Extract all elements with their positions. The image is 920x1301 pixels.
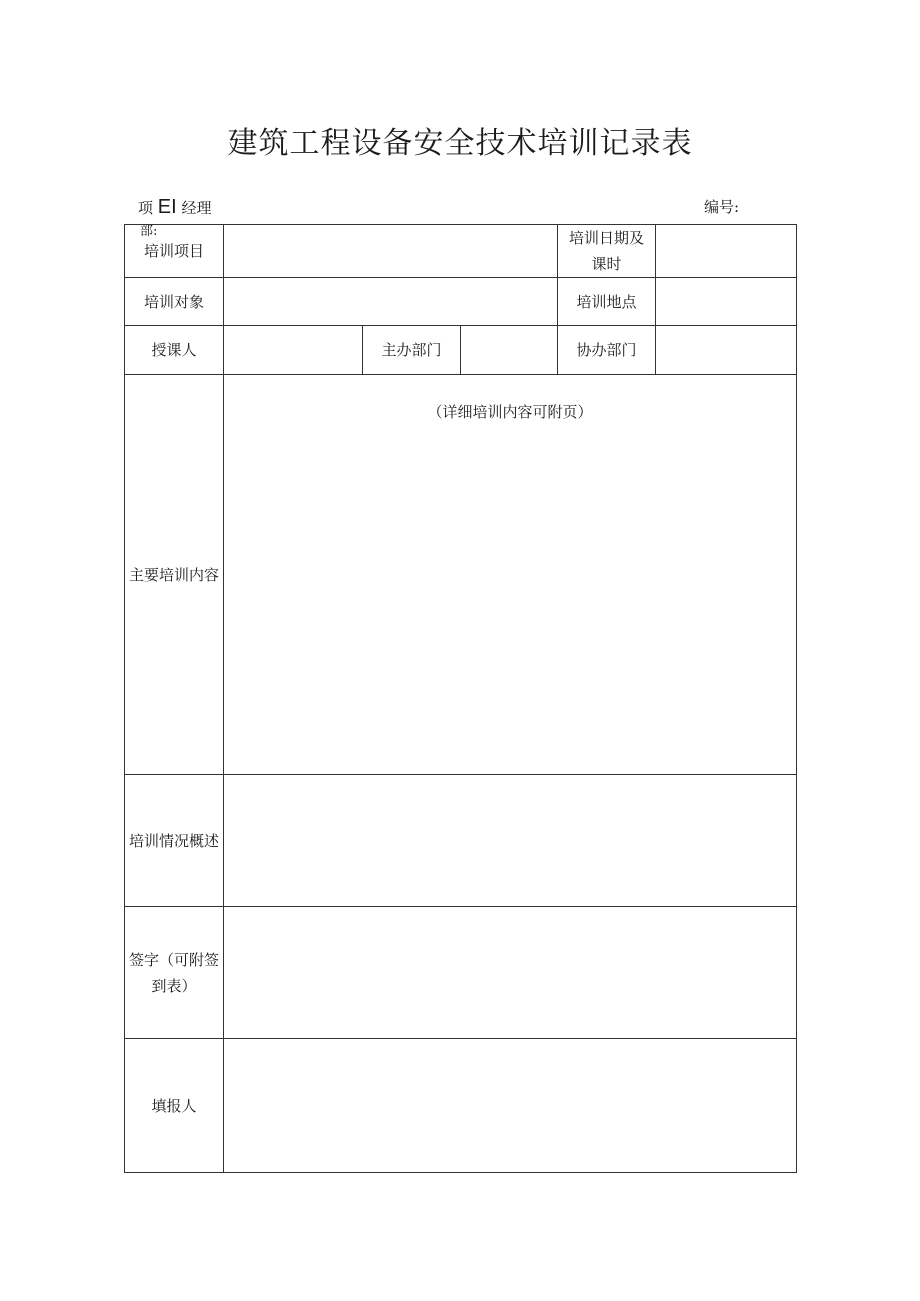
filler-field[interactable] (224, 1039, 797, 1173)
row-instructor (125, 326, 797, 375)
project-prefix: 项 (138, 199, 154, 217)
co-dept-field[interactable] (656, 326, 797, 375)
training-location-label: 培训地点 (558, 278, 656, 326)
host-dept-field[interactable] (461, 326, 558, 375)
instructor-field[interactable] (224, 326, 363, 375)
project-suffix: 经理 (181, 199, 212, 217)
training-date-label: 培训日期及课时 (558, 225, 656, 278)
instructor-label: 授课人 (125, 326, 224, 375)
filler-label: 填报人 (125, 1039, 224, 1173)
signature-label: 签字（可附签到表） (125, 907, 224, 1039)
project-dept-label (138, 196, 212, 239)
page-title: 建筑工程设备安全技术培训记录表 (227, 126, 693, 161)
row-signature (125, 907, 797, 1039)
project-code: EI (157, 196, 177, 218)
training-project-field[interactable] (224, 225, 558, 278)
main-content-field[interactable] (224, 375, 797, 775)
main-content-label: 主要培训内容 (125, 375, 224, 775)
summary-field[interactable] (224, 775, 797, 907)
training-date-field[interactable] (656, 225, 797, 278)
host-dept-label: 主办部门 (363, 326, 461, 375)
row-filler (125, 1039, 797, 1173)
attachment-note: （详细培训内容可附页） (427, 403, 593, 421)
row-training-target (125, 278, 797, 326)
co-dept-label: 协办部门 (558, 326, 656, 375)
signature-field[interactable] (224, 907, 797, 1039)
training-target-field[interactable] (224, 278, 558, 326)
training-target-label: 培训对象 (125, 278, 224, 326)
row-main-content (125, 375, 797, 775)
training-location-field[interactable] (656, 278, 797, 326)
row-training-project (125, 225, 797, 278)
number-label: 编号: (704, 198, 740, 216)
project-suffix-dept: 部: (140, 224, 158, 239)
training-project-label: 培训项目 (125, 225, 224, 278)
summary-label: 培训情况概述 (125, 775, 224, 907)
row-summary (125, 775, 797, 907)
training-record-table (124, 224, 797, 1173)
